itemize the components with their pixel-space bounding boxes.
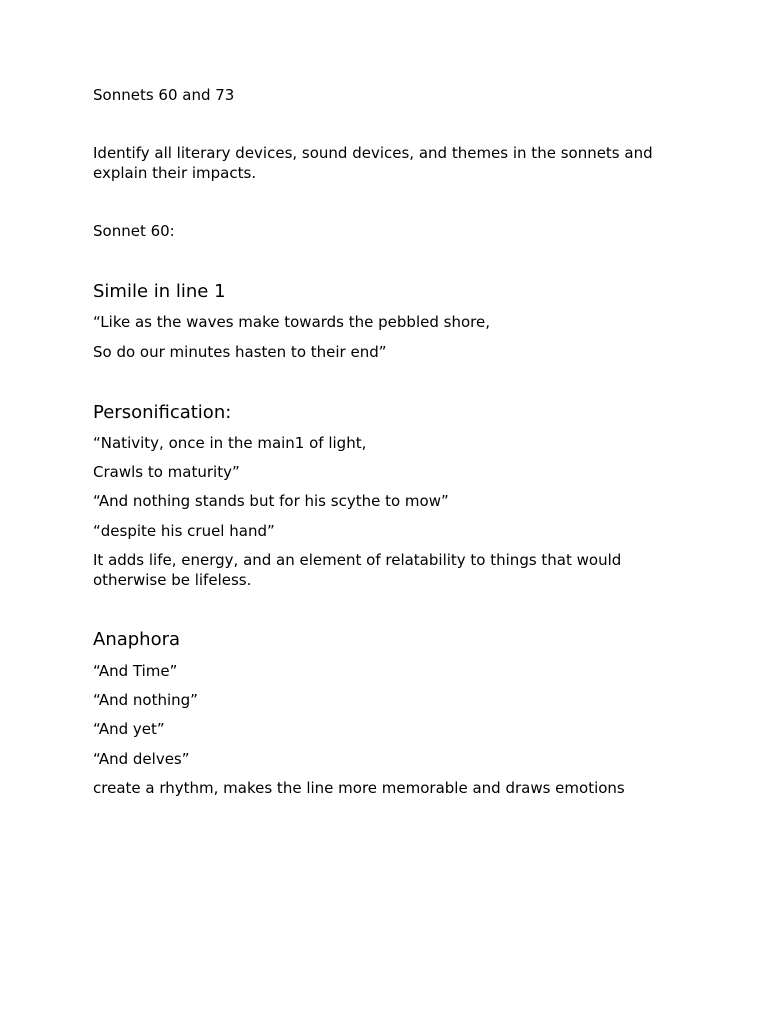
heading-simile: Simile in line 1 — [93, 281, 226, 302]
simile-line-1: “Like as the waves make towards the pebbled shore, — [93, 313, 490, 331]
personification-line-4: “despite his cruel hand” — [93, 522, 275, 540]
personification-line-3: “And nothing stands but for his scythe to mow” — [93, 492, 449, 510]
anaphora-line-1: “And Time” — [93, 662, 178, 680]
heading-anaphora: Anaphora — [93, 629, 181, 650]
personification-explanation: It adds life, energy, and an element of relatability to things that would otherwise be lifeless. — [93, 551, 622, 589]
anaphora-line-3: “And yet” — [93, 720, 165, 738]
personification-line-1: “Nativity, once in the main1 of light, — [93, 434, 367, 452]
anaphora-explanation: create a rhythm, makes the line more memorable and draws emotions — [93, 779, 625, 797]
document-title: Sonnets 60 and 73 — [93, 86, 235, 104]
heading-personification: Personification: — [93, 402, 232, 423]
section-label-sonnet-60: Sonnet 60: — [93, 222, 175, 240]
anaphora-line-2: “And nothing” — [93, 691, 198, 709]
assignment-instructions: Identify all literary devices, sound devices, and themes in the sonnets and explain their impacts. — [93, 144, 653, 182]
simile-line-2: So do our minutes hasten to their end” — [93, 343, 387, 361]
personification-line-2: Crawls to maturity” — [93, 463, 240, 481]
anaphora-line-4: “And delves” — [93, 750, 190, 768]
